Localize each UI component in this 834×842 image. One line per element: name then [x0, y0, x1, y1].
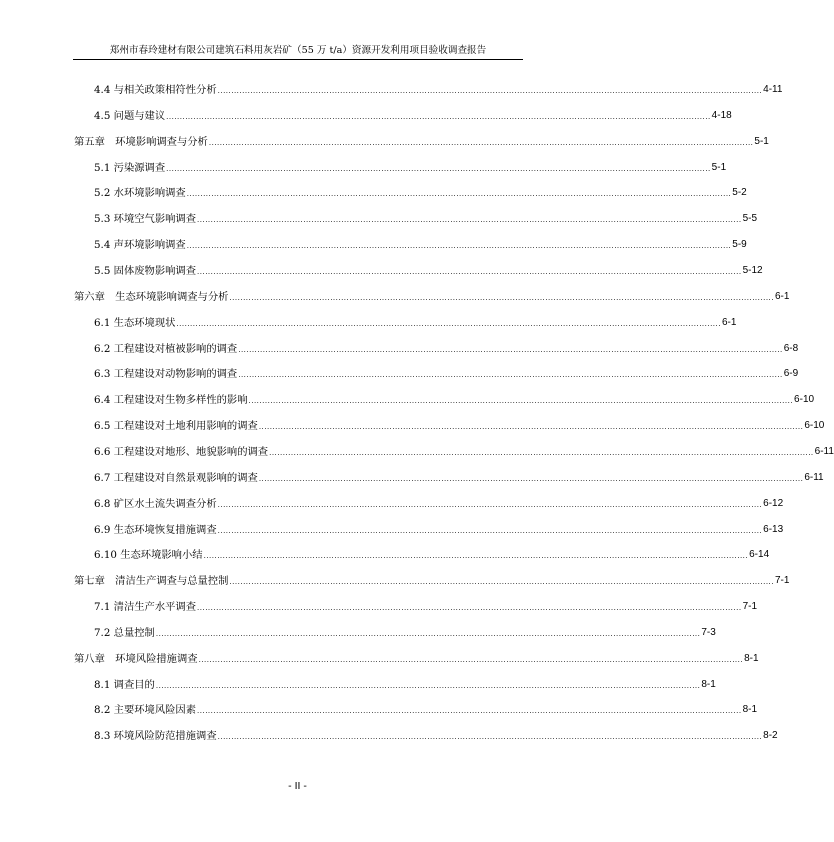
toc-page-number: 6-9	[783, 368, 799, 380]
toc-page-number: 6-1	[774, 290, 790, 302]
toc-entry-label: 6.1 生态环境现状	[94, 316, 176, 329]
toc-entry-label: 6.8 矿区水土流失调查分析	[94, 497, 217, 510]
toc-page-number: 6-10	[804, 420, 825, 432]
toc-entry-label: 5.1 污染源调查	[94, 161, 166, 174]
toc-section-entry[interactable]	[74, 341, 799, 355]
toc-section-entry[interactable]	[74, 82, 783, 96]
toc-section-entry[interactable]	[74, 237, 747, 252]
toc-section-entry[interactable]	[74, 677, 716, 691]
toc-entry-label: 6.3 工程建设对动物影响的调查	[94, 368, 238, 381]
toc-page-number: 8-1	[701, 678, 716, 690]
toc-page-number: 6-14	[749, 549, 770, 561]
toc-page-number: 7-1	[774, 575, 790, 587]
toc-page-number: 8-2	[763, 730, 778, 742]
toc-dot-leader: ........................................................................................................................................................................................................	[186, 189, 732, 199]
toc-dot-leader: ........................................................................................................................................................................................................	[217, 525, 763, 535]
toc-dot-leader: ........................................................................................................................................................................................................	[217, 732, 763, 742]
toc-dot-leader: ........................................................................................................................................................................................................	[197, 267, 742, 276]
toc-section-entry[interactable]	[74, 315, 737, 329]
toc-section-entry[interactable]	[74, 185, 747, 200]
toc-entry-label: 8.1 调查目的	[94, 678, 155, 691]
toc-entry-label: 6.5 工程建设对土地利用影响的调查	[94, 420, 258, 433]
toc-dot-leader: ........................................................................................................................................................................................................	[258, 422, 804, 432]
toc-section-entry[interactable]	[74, 728, 778, 743]
toc-page-number: 5-12	[742, 265, 763, 276]
toc-section-entry[interactable]	[74, 263, 763, 277]
toc-dot-leader: ........................................................................................................................................................................................................	[186, 241, 732, 251]
toc-section-entry[interactable]	[74, 496, 784, 510]
toc-dot-leader: ........................................................................................................................................................................................................	[229, 292, 774, 302]
toc-chapter-entry[interactable]	[74, 573, 790, 588]
running-header: 郑州市春玲建材有限公司建筑石料用灰岩矿（55 万 t/a）资源开发利用项目验收调查报告	[109, 45, 487, 56]
toc-entry-label: 6.10 生态环境影响小结	[94, 549, 203, 562]
toc-section-entry[interactable]	[74, 418, 825, 433]
toc-entry-label: 8.3 环境风险防范措施调查	[94, 730, 217, 743]
toc-entry-label: 6.7 工程建设对自然景观影响的调查	[94, 471, 258, 484]
toc-page-number: 6-13	[763, 523, 784, 535]
toc-dot-leader: ........................................................................................................................................................................................................	[176, 318, 721, 328]
toc-dot-leader: ........................................................................................................................................................................................................	[166, 163, 711, 173]
toc-entry-label: 5.2 水环境影响调查	[94, 187, 186, 200]
toc-dot-leader: ........................................................................................................................................................................................................	[203, 551, 749, 561]
toc-section-entry[interactable]	[74, 702, 758, 717]
toc-page-number: 6-11	[814, 445, 834, 457]
toc-section-entry[interactable]	[74, 211, 758, 226]
toc-entry-label: 6.2 工程建设对植被影响的调查	[94, 342, 238, 355]
toc-chapter-entry[interactable]	[74, 289, 790, 303]
toc-dot-leader: ........................................................................................................................................................................................................	[258, 473, 804, 483]
toc-dot-leader: ........................................................................................................................................................................................................	[197, 706, 742, 716]
toc-entry-label: 4.4 与相关政策相符性分析	[94, 84, 217, 96]
toc-dot-leader: ........................................................................................................................................................................................................	[217, 86, 763, 95]
toc-page-number: 7-1	[742, 601, 758, 612]
toc-page-number: 6-11	[804, 471, 824, 483]
toc-page-number: 5-2	[732, 187, 747, 199]
toc-section-entry[interactable]	[74, 444, 834, 458]
toc-entry-label: 7.2 总量控制	[94, 626, 155, 639]
toc-dot-leader: ........................................................................................................................................................................................................	[238, 344, 783, 354]
toc-entry-label: 5.4 声环境影响调查	[94, 239, 186, 252]
toc-section-entry[interactable]	[74, 547, 770, 562]
toc-page-number: 4-11	[763, 84, 783, 95]
toc-chapter-entry[interactable]	[74, 651, 759, 665]
toc-page-number: 6-1	[721, 316, 737, 328]
toc-page-number: 6-12	[763, 497, 784, 509]
toc-section-entry[interactable]	[74, 160, 727, 174]
toc-dot-leader: ........................................................................................................................................................................................................	[248, 396, 794, 406]
toc-page-number: 5-5	[742, 213, 758, 225]
toc-dot-leader: ........................................................................................................................................................................................................	[217, 499, 763, 509]
toc-section-entry[interactable]	[74, 108, 732, 122]
toc-chapter-entry[interactable]	[74, 134, 769, 148]
toc-dot-leader: ........................................................................................................................................................................................................	[155, 628, 701, 638]
toc-dot-leader: ........................................................................................................................................................................................................	[198, 654, 744, 664]
toc-page-number: 6-8	[783, 342, 799, 354]
toc-entry-label: 6.9 生态环境恢复措施调查	[94, 523, 217, 536]
toc-dot-leader: ........................................................................................................................................................................................................	[269, 447, 814, 457]
toc-dot-leader: ........................................................................................................................................................................................................	[197, 215, 742, 225]
toc-page-number: 5-1	[754, 135, 769, 147]
toc-entry-label: 8.2 主要环境风险因素	[94, 704, 197, 717]
toc-section-entry[interactable]	[74, 470, 824, 484]
toc-entry-label: 第八章 环境风险措施调查	[74, 652, 198, 665]
toc-entry-label: 第七章 清洁生产调查与总量控制	[74, 575, 229, 588]
toc-page-number: 5-9	[732, 239, 747, 251]
toc-entry-label: 7.1 清洁生产水平调查	[94, 601, 197, 613]
toc-page-number: 7-3	[701, 626, 716, 638]
toc-dot-leader: ........................................................................................................................................................................................................	[229, 577, 774, 587]
toc-section-entry[interactable]	[74, 392, 815, 407]
page-number-footer: - II -	[288, 780, 307, 792]
toc-section-entry[interactable]	[74, 366, 799, 381]
toc-entry-label: 5.3 环境空气影响调查	[94, 213, 197, 226]
toc-entry-label: 4.5 问题与建议	[94, 109, 166, 122]
toc-dot-leader: ........................................................................................................................................................................................................	[155, 680, 701, 690]
toc-dot-leader: ........................................................................................................................................................................................................	[166, 111, 711, 121]
toc-dot-leader: ........................................................................................................................................................................................................	[238, 370, 783, 380]
toc-entry-label: 5.5 固体废物影响调查	[94, 265, 197, 277]
toc-entry-label: 第五章 环境影响调查与分析	[74, 135, 208, 148]
toc-section-entry[interactable]	[74, 625, 716, 639]
toc-page-number: 8-1	[742, 704, 758, 716]
toc-page-number: 4-18	[711, 109, 732, 121]
toc-dot-leader: ........................................................................................................................................................................................................	[208, 137, 754, 147]
toc-section-entry[interactable]	[74, 599, 758, 613]
toc-entry-label: 6.4 工程建设对生物多样性的影响	[94, 394, 248, 407]
toc-entry-label: 6.6 工程建设对地形、地貌影响的调查	[94, 445, 269, 458]
toc-page-number: 8-1	[744, 652, 759, 664]
toc-entry-label: 第六章 生态环境影响调查与分析	[74, 290, 229, 303]
toc-section-entry[interactable]	[74, 522, 784, 536]
toc-page-number: 6-10	[794, 394, 815, 406]
toc-page-number: 5-1	[711, 161, 727, 173]
toc-dot-leader: ........................................................................................................................................................................................................	[197, 603, 742, 612]
